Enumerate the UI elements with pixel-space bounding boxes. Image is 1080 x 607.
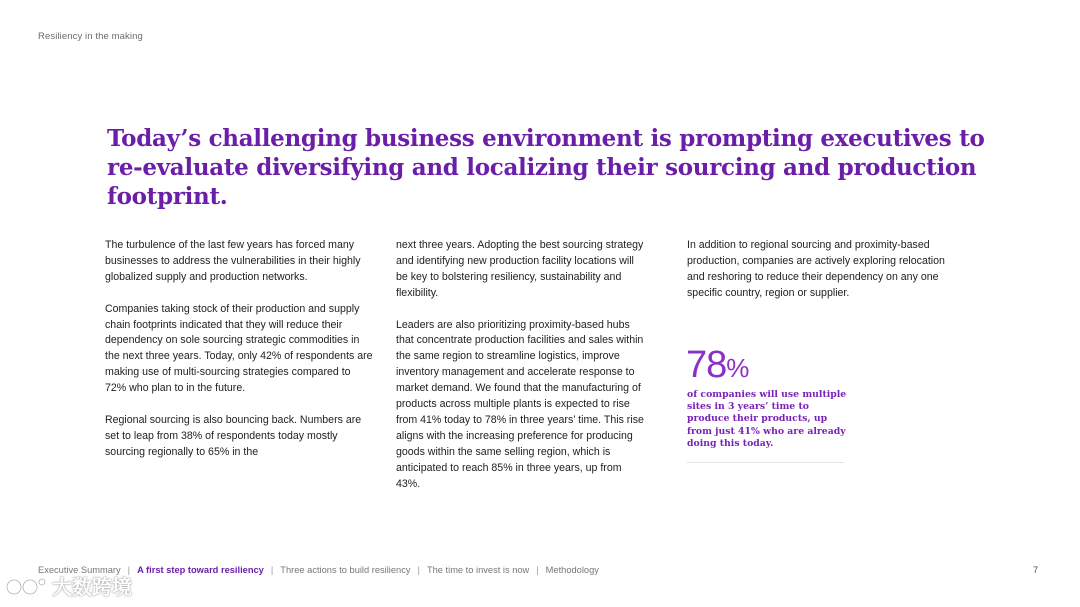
watermark-logo-icon [4,574,48,598]
stat-callout-number [686,343,749,390]
watermark [4,571,132,600]
body-paragraph: The turbulence of the last few years has forced many businesses to address the vulnerabilities in their highly globalized supply and production networks. [105,239,361,283]
page-headline [107,124,1007,211]
footer-nav-executive-summary[interactable]: Executive Summary [38,565,121,575]
nav-separator: | [536,565,539,575]
body-paragraph: next three years. Adopting the best sourcing strategy and identifying new production facility locations will be key to bolstering resiliency, sustainability and flexibility. [396,239,644,299]
page-number: 7 [1033,565,1039,575]
section-label: Resiliency in the making [38,31,143,42]
body-column-3 [687,238,955,318]
nav-separator: | [417,565,420,575]
stat-value: 78 [686,344,727,386]
body-column-2 [396,238,648,508]
body-paragraph: Companies taking stock of their production and supply chain footprints indicated that they will reduce their dependency on sole sourcing strategic commodities in the next three years. Today, only 42% of respondents are making use of multi-sourcing strategies compared to 72% who plan to in the future. [105,302,373,395]
stat-divider [687,462,844,463]
stat-callout-description: of companies will use multiple sites in 3 years’ time to produce their products, up from just 41% who are already doing this today. [687,389,847,449]
body-column-1 [105,238,373,477]
footer-nav-time-to-invest[interactable]: The time to invest is now [426,565,530,575]
nav-separator: | [270,565,274,575]
nav-separator: | [127,565,131,575]
body-paragraph: Leaders are also prioritizing proximity-based hubs that concentrate production facilities and sales within the same region to streamline logistics, improve inventory management and accelerate response to market demand. We found that the manufacturing of products across multiple plants is expected to rise from 41% today to 78% in three years’ time. This rise aligns with the increasing preference for producing goods within the same selling region, which is anticipated to reach 85% in three years, up from 43%. [396,318,644,490]
headline-line-2: re-evaluate diversifying and localizing their sourcing and production footprint. [107,154,977,210]
footer-nav-first-step[interactable]: A first step toward resiliency [137,565,264,575]
footer-nav-methodology[interactable]: Methodology [545,565,599,575]
body-paragraph: Regional sourcing is also bouncing back. Numbers are set to leap from 38% of respondents today mostly sourcing regionally to 65% in the [105,413,362,458]
body-paragraph: In addition to regional sourcing and proximity-based production, companies are actively exploring relocation and reshoring to reduce their dependency on any one specific country, region or supplier. [687,239,945,299]
watermark-text: 大数跨境 [52,577,132,599]
footer-nav-three-actions[interactable]: Three actions to build resiliency [280,565,411,575]
stat-unit: % [726,353,750,383]
headline-line-1: Today’s challenging business environment is prompting executives to [107,125,985,152]
